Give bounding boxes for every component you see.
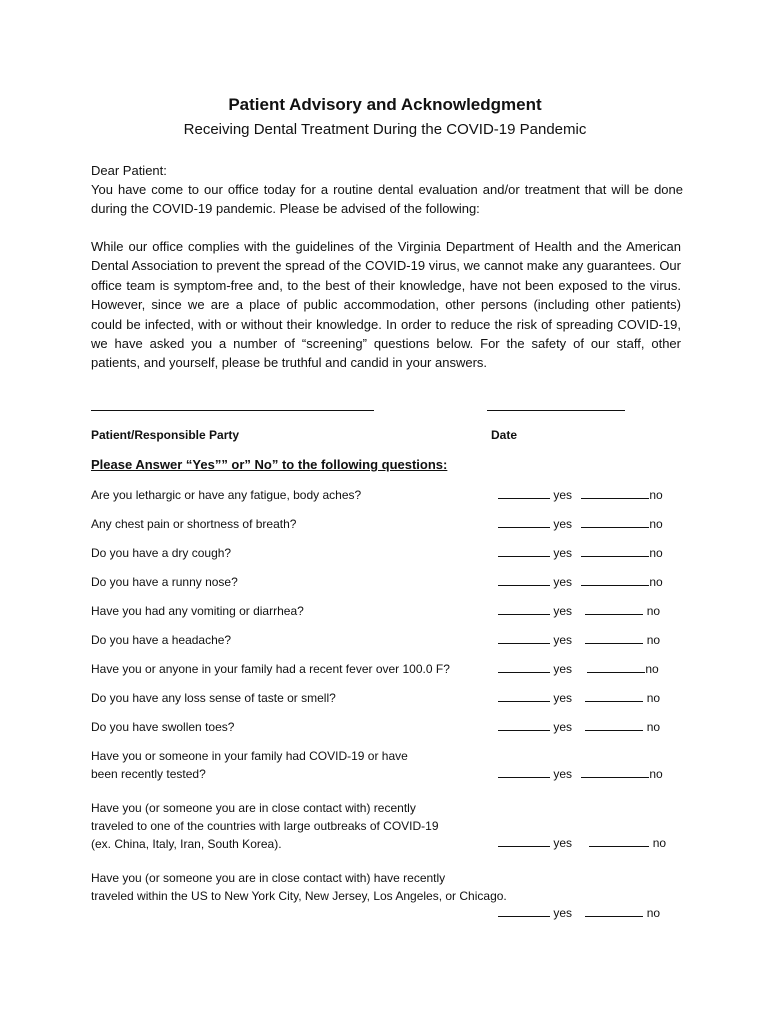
- yes-blank[interactable]: [498, 766, 550, 778]
- no-label: no: [646, 691, 661, 705]
- no-label: no: [649, 575, 663, 589]
- yes-blank[interactable]: [498, 632, 550, 644]
- page-title: Patient Advisory and Acknowledgment: [228, 95, 542, 114]
- question-3: Do you have a dry cough?: [91, 546, 232, 560]
- question-5: Have you had any vomiting or diarrhea?: [91, 604, 304, 618]
- no-blank[interactable]: [581, 487, 649, 499]
- yes-blank[interactable]: [498, 690, 550, 702]
- yes-label: yes: [553, 662, 573, 676]
- question-6: Do you have a headache?: [91, 633, 232, 647]
- answer-row-9: [498, 719, 660, 734]
- yes-label: yes: [553, 604, 573, 618]
- question-11-line-2: traveled to one of the countries with large outbreaks of COVID-19: [91, 819, 439, 833]
- yes-blank[interactable]: [498, 835, 550, 847]
- no-blank[interactable]: [585, 905, 643, 917]
- answer-row-3: [498, 545, 663, 560]
- question-11-line-3: (ex. China, Italy, Iran, South Korea).: [91, 837, 282, 851]
- date-signature-line[interactable]: [487, 410, 625, 411]
- questions-heading: Please Answer “Yes”” or” No” to the following questions:: [91, 457, 448, 472]
- question-10-line-2: been recently tested?: [91, 767, 206, 781]
- no-blank[interactable]: [589, 835, 649, 847]
- no-label: no: [646, 720, 661, 734]
- no-label: no: [649, 488, 663, 502]
- answer-row-5: [498, 603, 660, 618]
- answer-row-1: [498, 487, 663, 502]
- question-8: Do you have any loss sense of taste or smell?: [91, 691, 336, 705]
- question-12: [91, 869, 507, 905]
- page-subtitle: Receiving Dental Treatment During the COVID-19 Pandemic: [183, 121, 587, 138]
- no-blank[interactable]: [581, 766, 649, 778]
- no-blank[interactable]: [587, 661, 645, 673]
- no-label: no: [652, 836, 667, 850]
- question-11: [91, 799, 439, 853]
- intro-paragraph: You have come to our office today for a routine dental evaluation and/or treatment that will be done during the COVID-19 pandemic. Please be advised of the following:: [91, 182, 683, 217]
- no-blank[interactable]: [581, 545, 649, 557]
- answer-row-11: [498, 835, 666, 850]
- question-11-line-1: Have you (or someone you are in close contact with) recently: [91, 801, 416, 815]
- yes-blank[interactable]: [498, 574, 550, 586]
- answer-row-12: [498, 905, 660, 920]
- answer-row-2: [498, 516, 663, 531]
- no-label: no: [646, 604, 661, 618]
- no-label: no: [649, 767, 663, 781]
- yes-label: yes: [553, 720, 573, 734]
- patient-signature-line[interactable]: [91, 410, 374, 411]
- yes-label: yes: [553, 517, 573, 531]
- no-blank[interactable]: [585, 632, 643, 644]
- yes-blank[interactable]: [498, 719, 550, 731]
- answer-row-8: [498, 690, 660, 705]
- yes-label: yes: [553, 691, 573, 705]
- no-blank[interactable]: [581, 516, 649, 528]
- no-blank[interactable]: [585, 690, 643, 702]
- question-2: Any chest pain or shortness of breath?: [91, 517, 297, 531]
- yes-blank[interactable]: [498, 516, 550, 528]
- question-10-line-1: Have you or someone in your family had COVID-19 or have: [91, 749, 408, 763]
- answer-row-6: [498, 632, 660, 647]
- no-label: no: [649, 546, 663, 560]
- answer-row-4: [498, 574, 663, 589]
- answer-row-10: [498, 766, 663, 781]
- yes-blank[interactable]: [498, 905, 550, 917]
- no-blank[interactable]: [585, 603, 643, 615]
- no-blank[interactable]: [585, 719, 643, 731]
- no-label: no: [646, 633, 661, 647]
- yes-blank[interactable]: [498, 661, 550, 673]
- no-label: no: [649, 517, 663, 531]
- patient-party-label: Patient/Responsible Party: [91, 428, 240, 442]
- yes-label: yes: [553, 836, 573, 850]
- yes-blank[interactable]: [498, 603, 550, 615]
- yes-label: yes: [553, 906, 573, 920]
- question-10: [91, 747, 408, 783]
- yes-blank[interactable]: [498, 545, 550, 557]
- no-label: no: [645, 662, 659, 676]
- answer-row-7: [498, 661, 659, 676]
- yes-label: yes: [553, 575, 573, 589]
- disclaimer-paragraph: While our office complies with the guidelines of the Virginia Department of Health and the American Dental Association to prevent the spread of the COVID-19 virus, we cannot make any guarantees. Our office team is symptom-free and, to the best of their knowledge, have not been exposed to the virus. However, since we are a place of public accommodation, other persons (including other patients) could be infected, with or without their knowledge. In order to reduce the risk of spreading COVID-19, we have asked you a number of “screening” questions below. For the safety of our staff, other patients, and yourself, please be truthful and candid in your answers.: [91, 239, 681, 371]
- salutation: Dear Patient:: [91, 163, 167, 178]
- question-9: Do you have swollen toes?: [91, 720, 235, 734]
- question-4: Do you have a runny nose?: [91, 575, 238, 589]
- yes-label: yes: [553, 488, 573, 502]
- yes-label: yes: [553, 633, 573, 647]
- question-1: Are you lethargic or have any fatigue, body aches?: [91, 488, 362, 502]
- no-blank[interactable]: [581, 574, 649, 586]
- yes-label: yes: [553, 546, 573, 560]
- no-label: no: [646, 906, 661, 920]
- date-label: Date: [491, 428, 518, 442]
- question-12-line-2: traveled within the US to New York City, New Jersey, Los Angeles, or Chicago.: [91, 889, 507, 903]
- yes-label: yes: [553, 767, 573, 781]
- question-12-line-1: Have you (or someone you are in close contact with) have recently: [91, 871, 446, 885]
- yes-blank[interactable]: [498, 487, 550, 499]
- question-7: Have you or anyone in your family had a recent fever over 100.0 F?: [91, 662, 450, 676]
